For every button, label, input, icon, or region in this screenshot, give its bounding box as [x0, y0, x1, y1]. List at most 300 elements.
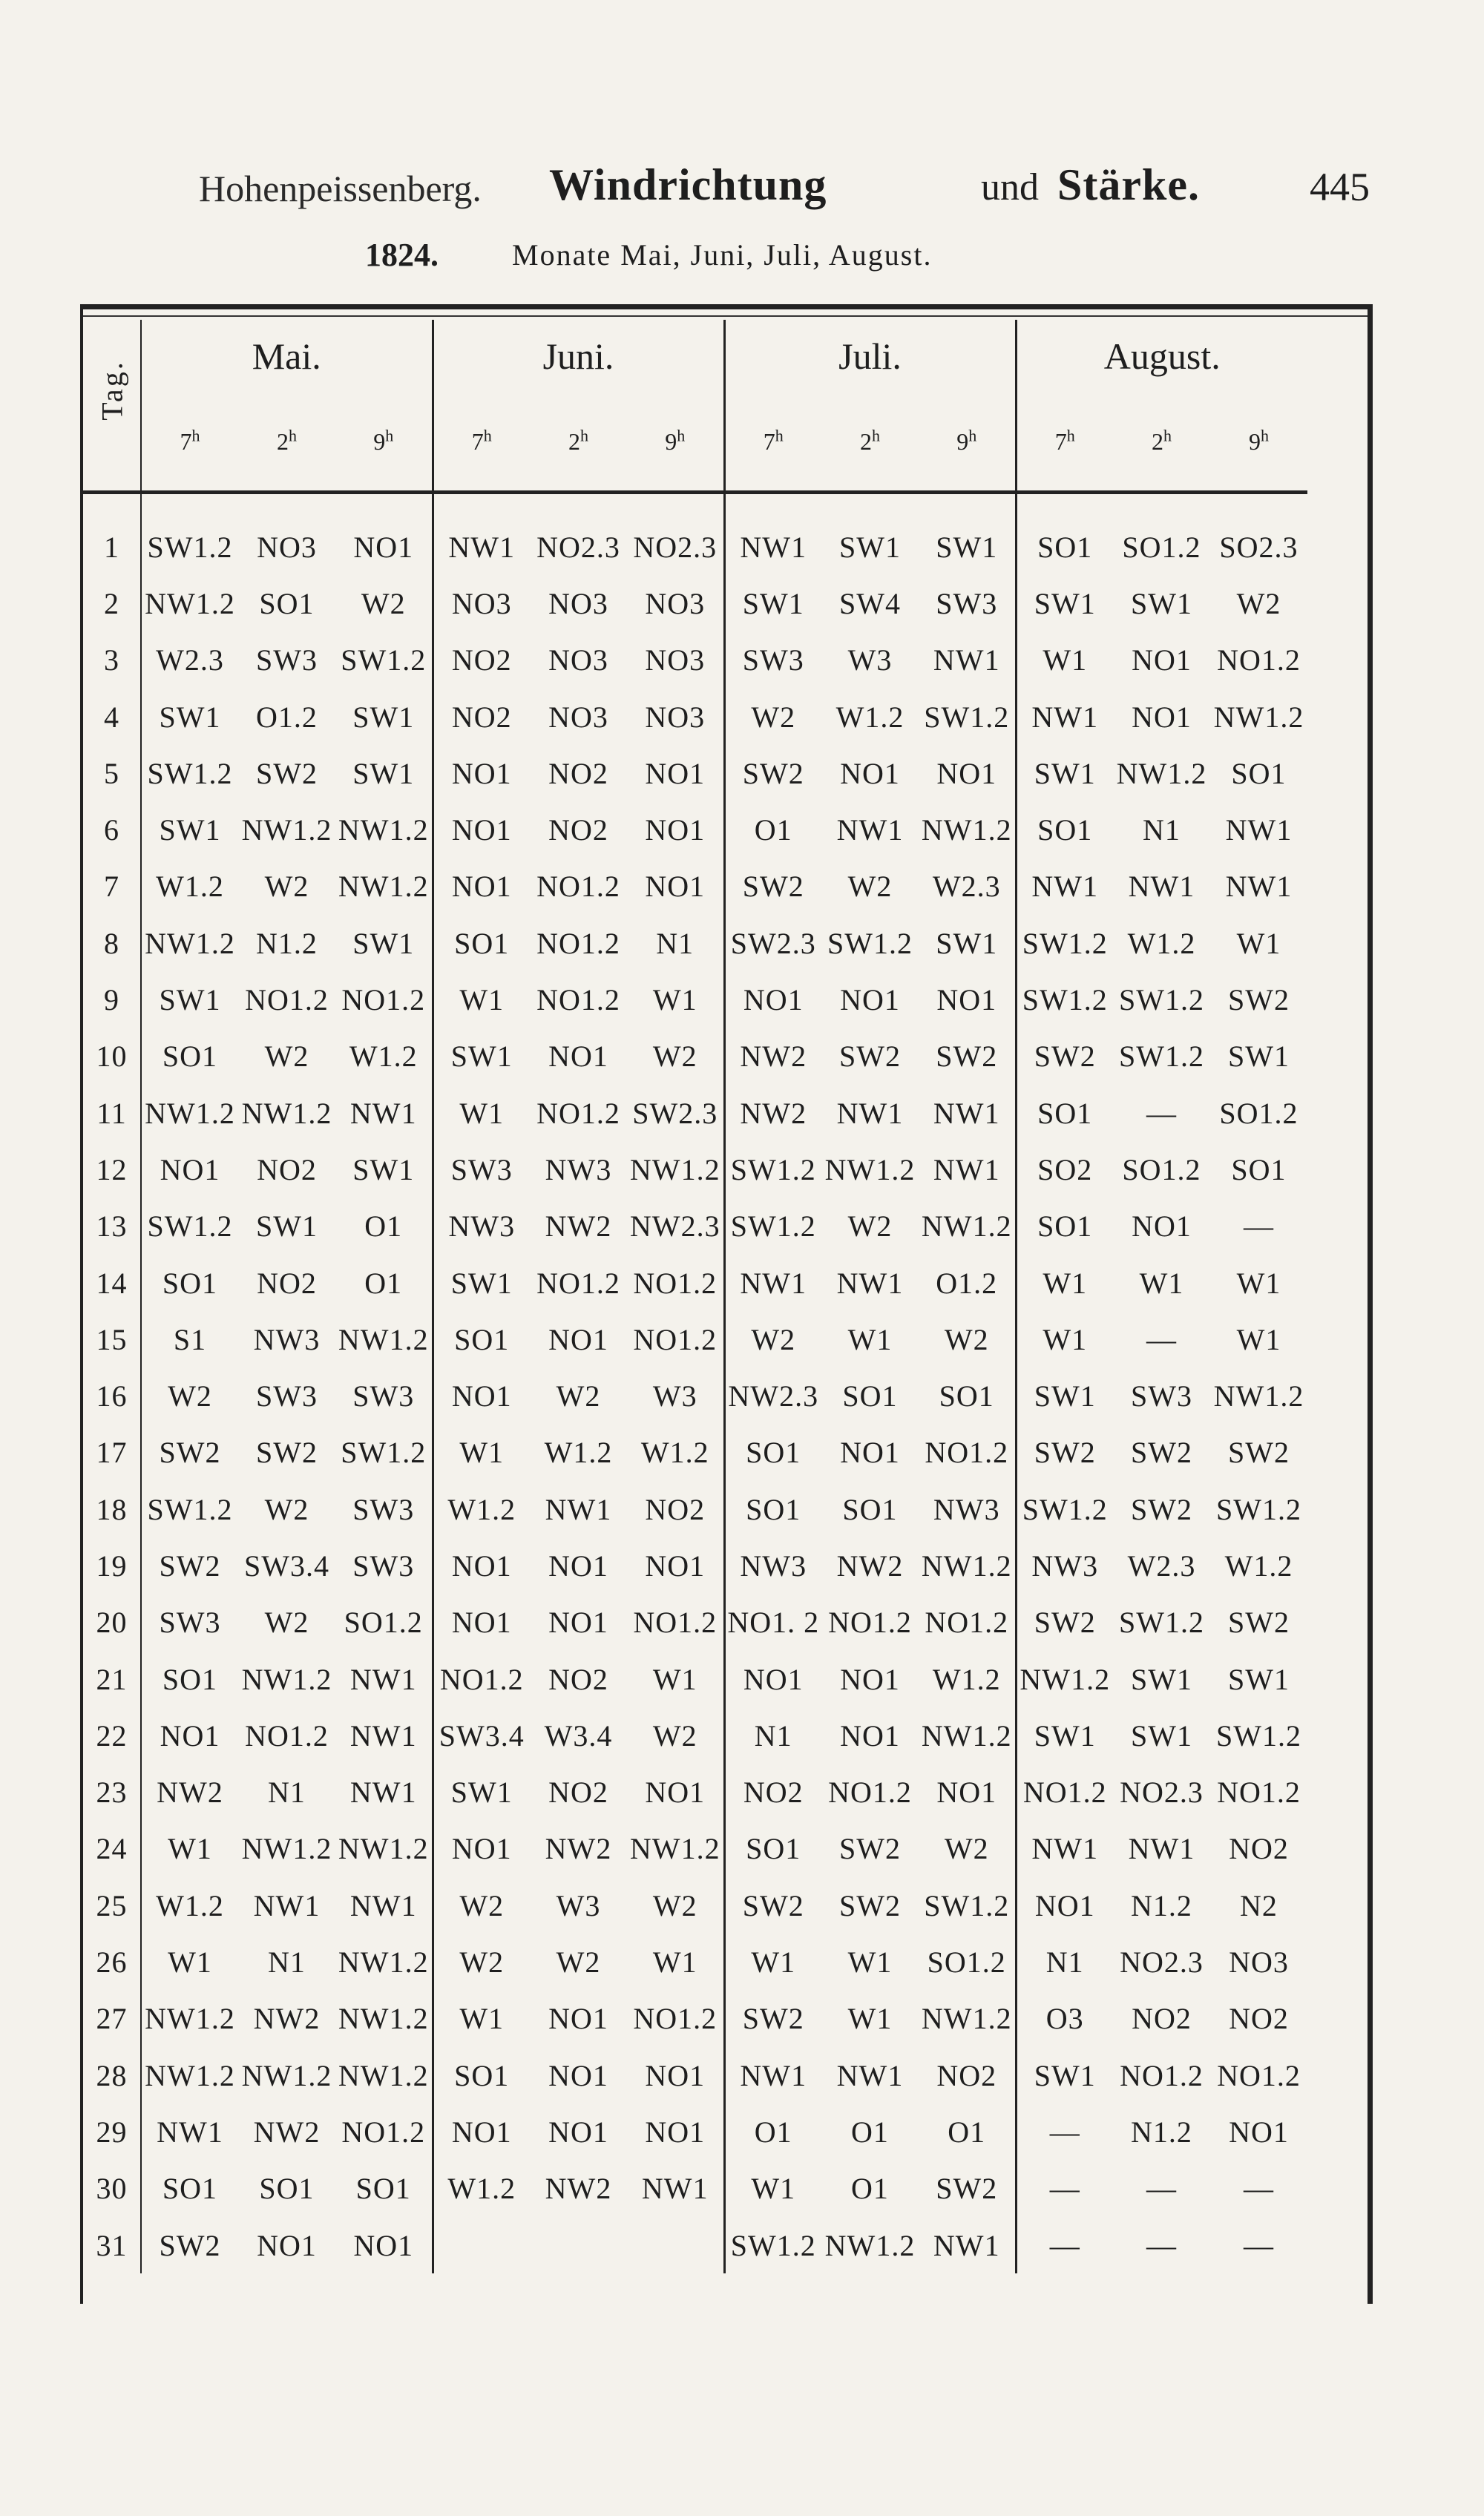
wind-cell: NW1.2 [241, 813, 332, 847]
wind-cell: NO1 [919, 1764, 1016, 1821]
wind-cell: SO1 [454, 2058, 510, 2092]
day-number: 26 [83, 1934, 141, 1990]
time-label: 2$^h$ [1152, 426, 1172, 456]
wind-cell: SW1 [919, 915, 1016, 971]
wind-cell: NW3 [253, 1322, 321, 1356]
wind-cell: NW2.3 [728, 1379, 819, 1413]
time-header-cell [724, 392, 821, 492]
wind-cell: NW1 [448, 530, 516, 564]
wind-cell: SO1 [1037, 813, 1093, 847]
wind-cell: NO1.2 [335, 2103, 433, 2160]
wind-cell: NO1 [160, 1152, 220, 1186]
wind-cell: SW2 [159, 1548, 221, 1583]
time-header-cell [1113, 392, 1210, 492]
wind-cell: SW1 [335, 915, 433, 971]
wind-cell: NW1.2 [824, 2228, 916, 2262]
day-label: Tag. [95, 360, 128, 421]
wind-cell: W2 [335, 575, 433, 631]
wind-cell: NO1 [627, 2103, 724, 2160]
wind-cell: W1 [1043, 1322, 1088, 1356]
wind-cell: O1 [919, 2103, 1016, 2160]
wind-cell: NO2.3 [627, 519, 724, 575]
wind-cell: NW1 [919, 632, 1016, 689]
wind-cell: NW1.2 [1213, 1379, 1304, 1413]
wind-cell: SO1 [1231, 756, 1287, 790]
wind-cell: W1.2 [335, 1028, 433, 1085]
wind-cell: NW1.2 [145, 926, 235, 960]
wind-cell: W1 [751, 2172, 796, 2206]
time-header-cell [1016, 392, 1113, 492]
day-number: 20 [83, 1594, 141, 1651]
wind-cell: SW2 [742, 1888, 804, 1922]
day-number: 15 [83, 1311, 141, 1367]
wind-cell: W2 [627, 1877, 724, 1934]
day-number: 11 [83, 1085, 141, 1141]
wind-cell: NO2 [1229, 1832, 1289, 1866]
day-number: 4 [83, 689, 141, 745]
wind-cell: NW1.2 [335, 1991, 433, 2047]
wind-cell: W2 [264, 870, 309, 904]
wind-cell: NO1 [627, 801, 724, 858]
wind-cell: SW1.2 [1216, 1718, 1301, 1753]
wind-cell: W1 [1236, 1322, 1281, 1356]
wind-cell: NO1 [1229, 2115, 1289, 2149]
wind-cell: SO1 [259, 586, 315, 620]
wind-cell: W1.2 [544, 1436, 613, 1470]
wind-cell: NO1 [160, 1718, 220, 1753]
day-number: 31 [83, 2217, 141, 2273]
wind-cell: NO1 [1132, 1209, 1192, 1244]
day-number: 13 [83, 1198, 141, 1255]
wind-cell: NO2.3 [536, 530, 620, 564]
wind-cell: NO1 [627, 1537, 724, 1594]
wind-cell: NO1. 2 [727, 1606, 820, 1640]
wind-cell: NO1.2 [536, 1266, 620, 1300]
wind-cell: NW1.2 [627, 1821, 724, 1877]
wind-cell: SW1.2 [730, 2228, 816, 2262]
wind-cell: NW2 [253, 2115, 321, 2149]
wind-cell: SW2 [742, 2002, 804, 2036]
title-und: und [981, 166, 1039, 208]
table-row [83, 745, 1307, 801]
wind-cell: NW1 [157, 2115, 223, 2149]
wind-cell: NW1 [545, 1492, 612, 1526]
wind-cell: NO2 [548, 1662, 608, 1696]
wind-cell: NO1.2 [335, 971, 433, 1028]
wind-cell: NO1.2 [1217, 643, 1301, 677]
wind-cell: NW1.2 [919, 801, 1016, 858]
wind-cell: NW1 [836, 2058, 904, 2092]
wind-cell: NO1 [627, 745, 724, 801]
wind-cell: SO1 [746, 1492, 801, 1526]
wind-cell: NW1.2 [919, 1198, 1016, 1255]
day-number: 16 [83, 1367, 141, 1424]
wind-cell: SW1.2 [730, 1209, 816, 1244]
wind-cell: NO1.2 [627, 1311, 724, 1367]
wind-cell: NW1 [1031, 700, 1099, 734]
wind-cell: NO1 [919, 745, 1016, 801]
wind-cell: NO1.2 [1022, 1776, 1107, 1810]
wind-cell: SW2 [256, 756, 318, 790]
day-number: 24 [83, 1821, 141, 1877]
table-row [83, 1821, 1307, 1877]
table-row [83, 858, 1307, 915]
wind-cell: NO1.2 [1217, 1776, 1301, 1810]
wind-cell: SW2 [1034, 1039, 1096, 1074]
wind-cell: NW1.2 [919, 1707, 1016, 1764]
wind-cell: NW1.2 [335, 1311, 433, 1367]
wind-data-table [83, 320, 1307, 2273]
wind-cell: NO1 [548, 1039, 608, 1074]
wind-cell: NW2 [740, 1096, 807, 1130]
wind-cell: W2.3 [919, 858, 1016, 915]
wind-cell: W2 [847, 870, 893, 904]
wind-cell: SW1.2 [147, 1209, 233, 1244]
day-number: 30 [83, 2161, 141, 2217]
wind-cell: NW3 [545, 1152, 612, 1186]
wind-cell: W2 [919, 1311, 1016, 1367]
month-header-mai [141, 320, 433, 392]
wind-cell: NO2 [548, 1776, 608, 1810]
wind-cell: NW1.2 [824, 1152, 916, 1186]
wind-cell: SW1 [159, 700, 221, 734]
wind-cell: NO2 [627, 1481, 724, 1537]
wind-cell: NW1.2 [919, 1991, 1016, 2047]
table-row [83, 2103, 1307, 2160]
wind-cell: SW1 [335, 689, 433, 745]
wind-cell: SW1 [159, 983, 221, 1017]
wind-cell: NO1 [840, 756, 900, 790]
wind-cell: SW1.2 [827, 926, 913, 960]
table-row [83, 1764, 1307, 1821]
wind-cell: NO2.3 [1120, 1776, 1204, 1810]
wind-cell: SW3 [450, 1152, 513, 1186]
wind-cell: O3 [1045, 2002, 1084, 2036]
table-row [83, 2047, 1307, 2103]
wind-cell: SO1 [746, 1436, 801, 1470]
wind-cell: W1 [751, 1945, 796, 1980]
wind-cell: NO3 [548, 643, 608, 677]
time-label: 7$^h$ [180, 426, 200, 456]
wind-cell: NW1 [1031, 870, 1099, 904]
wind-cell: — [1146, 2228, 1177, 2262]
wind-cell: W1 [1236, 926, 1281, 960]
wind-cell: W1 [1043, 1266, 1088, 1300]
day-number: 27 [83, 1991, 141, 2047]
wind-cell: SW1.2 [1022, 926, 1108, 960]
wind-cell: NW2 [545, 2172, 612, 2206]
wind-cell: W1.2 [1224, 1548, 1293, 1583]
wind-cell: W2 [627, 1707, 724, 1764]
wind-cell: N1 [1045, 1945, 1084, 1980]
wind-cell: NW1.2 [335, 858, 433, 915]
wind-cell: NO1.2 [627, 1991, 724, 2047]
day-number: 28 [83, 2047, 141, 2103]
wind-cell: SO1 [842, 1379, 898, 1413]
wind-cell: NO3 [627, 689, 724, 745]
wind-cell: NO1 [335, 2217, 433, 2273]
wind-cell: SW3 [335, 1367, 433, 1424]
wind-cell: SO1 [162, 1662, 218, 1696]
wind-cell: NW1.2 [1020, 1662, 1111, 1696]
wind-cell: NO1.2 [536, 926, 620, 960]
table-row [83, 1877, 1307, 1934]
wind-cell: NO1 [451, 1379, 512, 1413]
wind-cell: SW1.2 [147, 530, 233, 564]
wind-cell: — [1244, 2228, 1274, 2262]
table-row [83, 1198, 1307, 1255]
wind-cell: SW1.2 [147, 756, 233, 790]
day-number: 1 [83, 519, 141, 575]
wind-cell: NW1 [919, 1085, 1016, 1141]
wind-cell: SW2 [1228, 1606, 1290, 1640]
wind-cell: W1.2 [447, 1492, 516, 1526]
time-label: 9$^h$ [1249, 426, 1269, 456]
time-label: 7$^h$ [1054, 426, 1075, 456]
month-header-juli [724, 320, 1016, 392]
wind-cell: NW1 [836, 1096, 904, 1130]
wind-cell: W1 [168, 1945, 212, 1980]
wind-cell: NO1 [548, 1606, 608, 1640]
wind-cell: NW1.2 [335, 801, 433, 858]
wind-cell: O1 [851, 2115, 889, 2149]
wind-cell: NW1.2 [145, 586, 235, 620]
wind-cell: NO1 [627, 858, 724, 915]
wind-cell: NO1 [335, 519, 433, 575]
wind-cell: NO1 [451, 1606, 512, 1640]
wind-cell: W1 [168, 1832, 212, 1866]
table-row [83, 2217, 1307, 2273]
table-row [83, 1481, 1307, 1537]
wind-cell: NO1.2 [828, 1776, 912, 1810]
wind-cell: N1 [268, 1776, 306, 1810]
wind-cell: SW3 [256, 1379, 318, 1413]
wind-cell: W2 [847, 1209, 893, 1244]
wind-cell: SW1.2 [335, 1425, 433, 1481]
wind-cell: SW2 [839, 1888, 901, 1922]
wind-cell: SW2.3 [627, 1085, 724, 1141]
wind-cell: NO1.2 [919, 1425, 1016, 1481]
wind-cell: — [1244, 1209, 1274, 1244]
table-row [83, 575, 1307, 631]
wind-cell: NW3 [919, 1481, 1016, 1537]
time-header-cell [433, 392, 530, 492]
wind-cell: NO2 [548, 813, 608, 847]
wind-cell: NO2 [1229, 2002, 1289, 2036]
time-header-cell [821, 392, 919, 492]
wind-cell: NO1 [451, 870, 512, 904]
wind-cell: — [1146, 1322, 1177, 1356]
title-staerke: Stärke. [1057, 160, 1200, 209]
wind-cell: SW3 [159, 1606, 221, 1640]
wind-cell: NO1 [1034, 1888, 1095, 1922]
table-inner-rule [83, 315, 1368, 317]
wind-cell: NO1.2 [627, 1255, 724, 1311]
wind-cell: W1 [627, 1651, 724, 1707]
wind-cell: NO1.2 [245, 983, 329, 1017]
table-row [83, 1594, 1307, 1651]
wind-cell: NW1.2 [335, 1821, 433, 1877]
table-row [83, 689, 1307, 745]
wind-cell: SW1 [335, 745, 433, 801]
wind-cell: N1.2 [1131, 2115, 1192, 2149]
wind-cell: O1.2 [256, 700, 318, 734]
wind-cell: NO1 [840, 1662, 900, 1696]
wind-cell: NO3 [627, 632, 724, 689]
wind-cell: SO1 [842, 1492, 898, 1526]
wind-cell: NW1 [1128, 1832, 1195, 1866]
day-number: 12 [83, 1141, 141, 1198]
wind-cell: — [1049, 2115, 1080, 2149]
wind-cell: SW1.2 [1119, 1606, 1204, 1640]
wind-cell: W3 [627, 1367, 724, 1424]
wind-cell: SO1 [162, 2172, 218, 2206]
wind-cell: SW1 [450, 1039, 513, 1074]
wind-cell: NW1 [1225, 813, 1293, 847]
month-label: August. [1103, 335, 1221, 377]
wind-cell: NO1.2 [536, 1096, 620, 1130]
time-header-row [83, 392, 1307, 492]
table-row [83, 1991, 1307, 2047]
wind-cell: W1 [459, 1096, 505, 1130]
wind-cell: NO3 [451, 586, 512, 620]
wind-cell: NW1.2 [145, 1096, 235, 1130]
wind-cell: SO1.2 [1122, 530, 1201, 564]
wind-cell: SW3 [919, 575, 1016, 631]
wind-cell: SW1 [1034, 586, 1096, 620]
table-row [83, 1085, 1307, 1141]
wind-cell: SW2 [256, 1436, 318, 1470]
wind-cell: W2 [556, 1945, 601, 1980]
wind-cell: W1.2 [1127, 926, 1196, 960]
wind-cell: NW1.2 [145, 2058, 235, 2092]
wind-cell: SW1.2 [1022, 983, 1108, 1017]
wind-cell: NW1 [836, 1266, 904, 1300]
month-header-august [1016, 320, 1307, 392]
wind-cell: W1 [627, 1934, 724, 1990]
day-number: 2 [83, 575, 141, 631]
wind-cell: W3 [556, 1888, 601, 1922]
wind-cell: SW2 [159, 1436, 221, 1470]
year: 1824. [365, 237, 439, 273]
wind-cell: NO1 [743, 983, 804, 1017]
wind-cell: NO1 [548, 2058, 608, 2092]
wind-cell: W2 [459, 1888, 505, 1922]
wind-cell: SW1 [919, 519, 1016, 575]
wind-cell: W1.2 [156, 870, 224, 904]
wind-cell: W1 [847, 2002, 893, 2036]
wind-cell: W2 [264, 1606, 309, 1640]
table-row [83, 1425, 1307, 1481]
wind-cell: SW1 [256, 1209, 318, 1244]
wind-cell: SW2 [1131, 1436, 1192, 1470]
wind-cell: NW2.3 [627, 1198, 724, 1255]
wind-cell: NO1 [548, 2002, 608, 2036]
wind-cell: W2 [264, 1039, 309, 1074]
wind-cell: O1 [335, 1255, 433, 1311]
wind-cell: NO1.2 [439, 1662, 524, 1696]
wind-cell: SO1 [162, 1266, 218, 1300]
wind-cell: SW1 [1228, 1039, 1290, 1074]
subheader [0, 236, 1484, 280]
wind-cell: O1 [754, 2115, 792, 2149]
day-number: 19 [83, 1537, 141, 1594]
time-header-cell [627, 392, 724, 492]
wind-cell: W1 [627, 971, 724, 1028]
wind-cell: — [1146, 2172, 1177, 2206]
wind-cell: SW2 [919, 1028, 1016, 1085]
wind-cell: SW4 [839, 586, 901, 620]
wind-cell: S1 [173, 1322, 207, 1356]
wind-cell: SW1 [1034, 2058, 1096, 2092]
page-number: 445 [1310, 165, 1370, 209]
wind-cell: NW1 [335, 1764, 433, 1821]
wind-cell: W2 [168, 1379, 212, 1413]
wind-cell: — [1049, 2172, 1080, 2206]
wind-cell: NW3 [448, 1209, 516, 1244]
time-label: 7$^h$ [763, 426, 784, 456]
day-number: 3 [83, 632, 141, 689]
wind-cell: SO1 [746, 1832, 801, 1866]
wind-cell: W3 [847, 643, 893, 677]
wind-cell: O1 [335, 1198, 433, 1255]
day-number: 5 [83, 745, 141, 801]
wind-cell: NO2 [257, 1152, 317, 1186]
wind-cell: SO1 [454, 926, 510, 960]
wind-cell: SW3 [742, 643, 804, 677]
wind-cell [627, 2217, 724, 2273]
wind-cell: W2 [751, 1322, 796, 1356]
time-header-cell [919, 392, 1016, 492]
wind-cell: SO1 [335, 2161, 433, 2217]
wind-cell: SO1 [919, 1367, 1016, 1424]
wind-cell: SW1.2 [919, 1877, 1016, 1934]
wind-cell: SW2 [839, 1039, 901, 1074]
time-label: 9$^h$ [665, 426, 686, 456]
wind-cell: NO1 [451, 1548, 512, 1583]
wind-cell: NW1.2 [241, 1096, 332, 1130]
table-row [83, 801, 1307, 858]
month-label: Juni. [542, 335, 614, 377]
time-header-cell [530, 392, 627, 492]
wind-cell: NO1.2 [1217, 2058, 1301, 2092]
wind-cell: N1 [1143, 813, 1181, 847]
wind-cell: SW1 [335, 1141, 433, 1198]
wind-cell: SW1 [1131, 586, 1192, 620]
wind-cell: NO1 [1132, 700, 1192, 734]
wind-cell: W2 [627, 1028, 724, 1085]
wind-cell: NO1 [451, 1832, 512, 1866]
wind-cell: SW1.2 [147, 1492, 233, 1526]
wind-cell: NO3 [548, 586, 608, 620]
wind-cell: NO1 [743, 1662, 804, 1696]
wind-cell: N1 [754, 1718, 792, 1753]
time-label: 2$^h$ [568, 426, 588, 456]
table-row [83, 632, 1307, 689]
wind-cell: W1 [1236, 1266, 1281, 1300]
wind-cell: NW1.2 [335, 1934, 433, 1990]
wind-cell: SW1 [1131, 1718, 1192, 1753]
day-number: 7 [83, 858, 141, 915]
wind-cell: NW1 [335, 1651, 433, 1707]
wind-cell: NO1.2 [919, 1594, 1016, 1651]
wind-cell [530, 2217, 627, 2273]
wind-cell: W1.2 [627, 1425, 724, 1481]
day-number: 9 [83, 971, 141, 1028]
table-row [83, 1028, 1307, 1085]
wind-cell: SW2 [839, 1832, 901, 1866]
months-caption: Monate Mai, Juni, Juli, August. [512, 238, 933, 272]
